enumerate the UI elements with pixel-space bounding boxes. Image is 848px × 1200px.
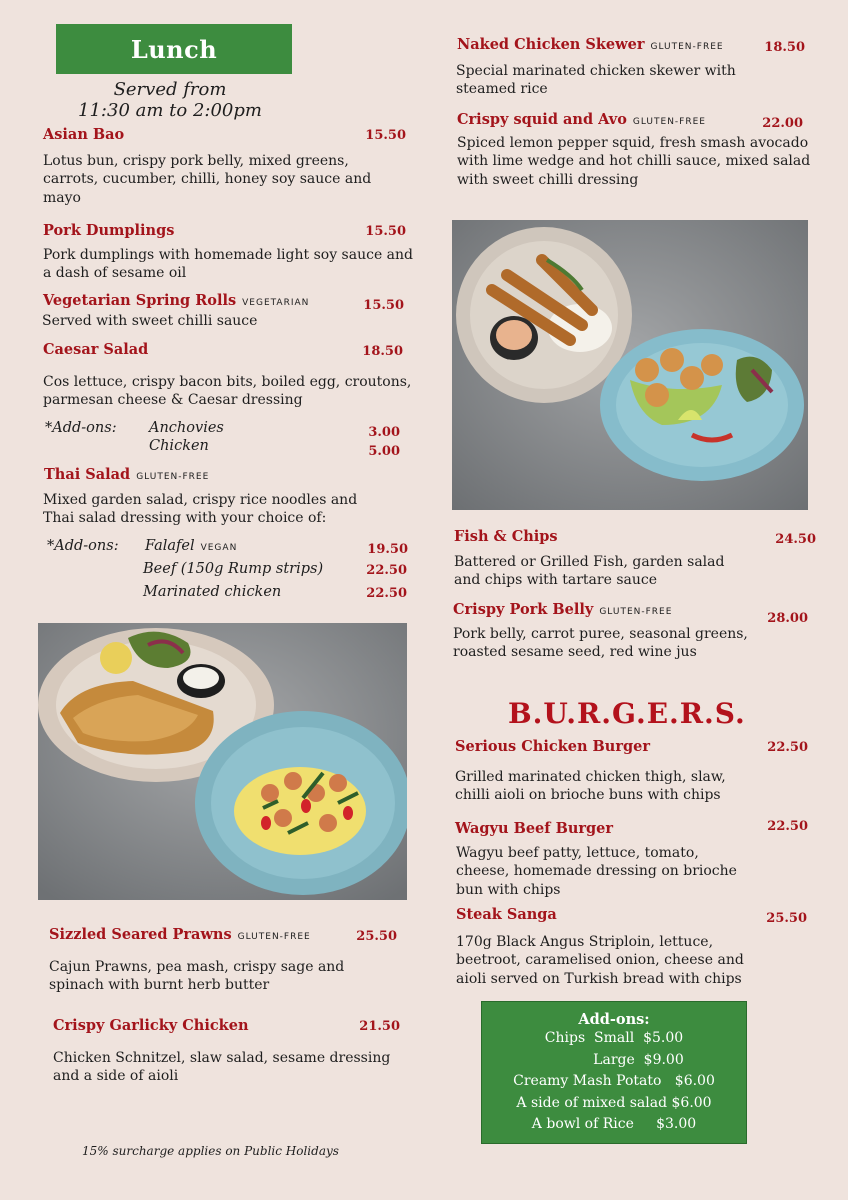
- thai-addon-price: 22.50: [366, 563, 407, 578]
- asian-bao-desc: Lotus bun, crispy pork belly, mixed greens, carrots, cucumber, chilli, honey soy sauce and mayo: [43, 153, 372, 206]
- burgers-heading: B.U.R.G.E.R.S.: [508, 697, 746, 730]
- vegetarian-tag: VEGETARIAN: [242, 298, 310, 308]
- caesar-addon-price: 3.00: [368, 425, 400, 440]
- addon-line: Creamy Mash Potato $6.00: [513, 1073, 715, 1089]
- lunch-title: Lunch: [56, 24, 292, 74]
- thai-addon-name: Beef (150g Rump strips): [143, 561, 324, 577]
- caesar-addons-label: *Add-ons:: [45, 420, 117, 436]
- caesar-addon-price: 5.00: [368, 444, 400, 459]
- wagyu-burger-name: Wagyu Beef Burger: [455, 820, 614, 837]
- caesar-salad-desc: Cos lettuce, crispy bacon bits, boiled egg, croutons, parmesan cheese & Caesar dressing: [43, 374, 412, 409]
- prawns-name: [49, 926, 311, 943]
- squid-avo-name: [457, 111, 706, 128]
- fish-chips-desc: Battered or Grilled Fish, garden salad and chips with tartare sauce: [454, 554, 725, 589]
- gluten-free-tag: GLUTEN-FREE: [599, 607, 673, 617]
- squid-avo-price: 22.00: [762, 116, 803, 131]
- thai-addon-name: Marinated chicken: [143, 584, 282, 600]
- spring-rolls-price: 15.50: [363, 298, 404, 313]
- spring-rolls-name: [43, 292, 309, 309]
- prawns-title: Sizzled Seared Prawns: [49, 926, 232, 943]
- spring-rolls-title: Vegetarian Spring Rolls: [43, 292, 237, 309]
- chicken-skewer-name: [457, 36, 724, 53]
- surcharge-note: 15% surcharge applies on Public Holidays: [82, 1144, 339, 1158]
- schnitzel-prawns-photo: [38, 623, 407, 900]
- chicken-skewer-price: 18.50: [764, 40, 805, 55]
- pork-belly-name: [453, 601, 672, 618]
- caesar-addon-name: Chicken: [149, 438, 209, 454]
- chicken-burger-desc: Grilled marinated chicken thigh, slaw, chilli aioli on brioche buns with chips: [455, 769, 726, 804]
- thai-salad-title: Thai Salad: [44, 466, 131, 483]
- chicken-skewer-desc: Special marinated chicken skewer with steamed rice: [456, 63, 736, 98]
- caesar-salad-price: 18.50: [362, 344, 403, 359]
- pork-belly-title: Crispy Pork Belly: [453, 601, 594, 618]
- pork-belly-desc: Pork belly, carrot puree, seasonal greens, roasted sesame seed, red wine jus: [453, 626, 748, 661]
- addon-line: A side of mixed salad $6.00: [516, 1094, 712, 1111]
- addon-line: Chips Small $5.00: [544, 1030, 684, 1046]
- garlicky-chicken-price: 21.50: [359, 1019, 400, 1034]
- vegan-tag: VEGAN: [200, 543, 238, 553]
- addon-line: Large $9.00: [544, 1051, 684, 1068]
- served-line-2: 11:30 am to 2:00pm: [78, 100, 262, 121]
- addon-line: A bowl of Rice $3.00: [531, 1116, 697, 1132]
- caesar-addon-name: Anchovies: [149, 420, 224, 436]
- served-hours: [60, 79, 280, 121]
- thai-addons-label: *Add-ons:: [47, 538, 119, 554]
- pork-belly-price: 28.00: [767, 611, 808, 626]
- gluten-free-tag: GLUTEN-FREE: [632, 117, 706, 127]
- skewer-squid-photo: [452, 220, 808, 510]
- gluten-free-tag: GLUTEN-FREE: [136, 472, 210, 482]
- gluten-free-tag: GLUTEN-FREE: [237, 932, 311, 942]
- spring-rolls-desc: Served with sweet chilli sauce: [42, 313, 258, 329]
- steak-sanga-name: Steak Sanga: [456, 906, 557, 923]
- thai-salad-desc: Mixed garden salad, crispy rice noodles and Thai salad dressing with your choice of:: [43, 492, 358, 527]
- fish-chips-name: Fish & Chips: [454, 528, 558, 545]
- caesar-salad-name: Caesar Salad: [43, 341, 149, 358]
- addons-box: [481, 1001, 747, 1144]
- chicken-burger-name: Serious Chicken Burger: [455, 738, 650, 755]
- wagyu-burger-price: 22.50: [767, 819, 808, 834]
- garlicky-chicken-name: Crispy Garlicky Chicken: [53, 1017, 249, 1034]
- prawns-desc: Cajun Prawns, pea mash, crispy sage and spinach with burnt herb butter: [49, 959, 345, 994]
- thai-salad-name: [44, 466, 209, 483]
- steak-sanga-price: 25.50: [766, 911, 807, 926]
- asian-bao-price: 15.50: [365, 128, 406, 143]
- served-line-1: Served from: [113, 79, 227, 100]
- pork-dumplings-price: 15.50: [365, 224, 406, 239]
- squid-avo-desc: Spiced lemon pepper squid, fresh smash avocado with lime wedge and hot chilli sauce, mixed salad with sweet chilli dressing: [457, 135, 811, 188]
- garlicky-chicken-desc: Chicken Schnitzel, slaw salad, sesame dressing and a side of aioli: [53, 1050, 391, 1085]
- addons-title: Add-ons:: [578, 1011, 650, 1028]
- gluten-free-tag: GLUTEN-FREE: [650, 42, 724, 52]
- fish-chips-price: 24.50: [775, 532, 816, 547]
- steak-sanga-desc: 170g Black Angus Striploin, lettuce, beetroot, caramelised onion, cheese and aioli served on Turkish bread with chips: [456, 934, 744, 987]
- asian-bao-name: Asian Bao: [43, 126, 125, 143]
- pork-dumplings-desc: Pork dumplings with homemade light soy sauce and a dash of sesame oil: [43, 247, 414, 282]
- chicken-burger-price: 22.50: [767, 740, 808, 755]
- squid-avo-title: Crispy squid and Avo: [457, 111, 627, 128]
- thai-addon-name: [145, 538, 237, 554]
- chicken-skewer-title: Naked Chicken Skewer: [457, 36, 645, 53]
- falafel-label: Falafel: [145, 538, 195, 554]
- thai-addon-price: 19.50: [367, 542, 408, 557]
- thai-addon-price: 22.50: [366, 586, 407, 601]
- prawns-price: 25.50: [356, 929, 397, 944]
- wagyu-burger-desc: Wagyu beef patty, lettuce, tomato, cheese, homemade dressing on brioche bun with chips: [456, 845, 737, 898]
- pork-dumplings-name: Pork Dumplings: [43, 222, 175, 239]
